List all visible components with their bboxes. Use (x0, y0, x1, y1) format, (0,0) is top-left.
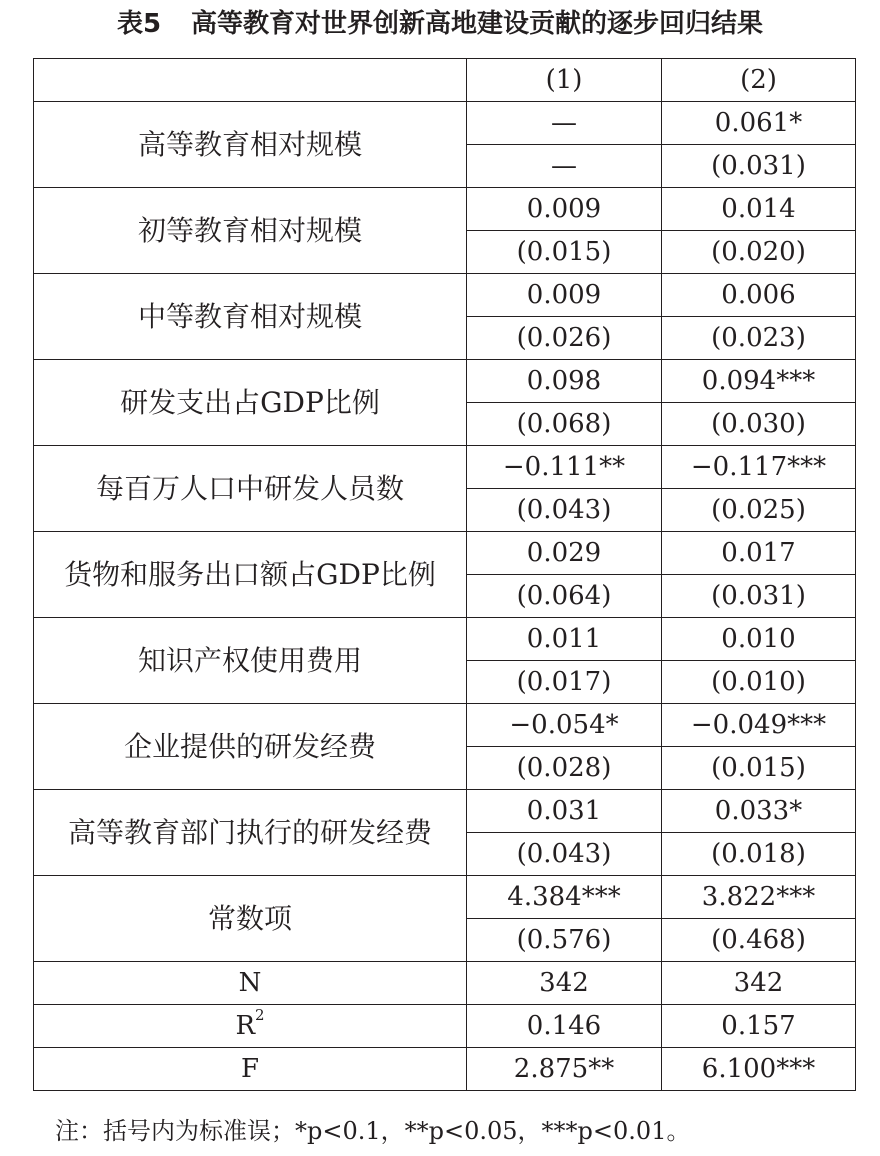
coefficient-row (34, 446, 856, 489)
table-title-text: 高等教育对世界创新高地建设贡献的逐步回归结果 (191, 9, 764, 39)
statistic-value: 6.100*** (662, 1048, 856, 1091)
coefficient-cell: 0.009 (467, 188, 662, 231)
coefficient-row (34, 704, 856, 747)
column-header: (2) (662, 59, 856, 102)
header-row (34, 59, 856, 102)
coefficient-row (34, 618, 856, 661)
coefficient-row (34, 102, 856, 145)
variable-name: 企业提供的研发经费 (34, 704, 467, 790)
standard-error-cell: (0.015) (467, 231, 662, 274)
standard-error-cell: (0.468) (662, 919, 856, 962)
statistic-label-text: F (240, 1054, 260, 1084)
coefficient-cell: 0.094*** (662, 360, 856, 403)
standard-error-cell: (0.043) (467, 833, 662, 876)
variable-name: 货物和服务出口额占GDP比例 (34, 532, 467, 618)
table-number: 表5 (116, 9, 162, 39)
coefficient-cell: −0.117*** (662, 446, 856, 489)
statistic-label-superscript: 2 (255, 1006, 265, 1025)
statistic-value: 342 (662, 962, 856, 1005)
coefficient-cell: 0.029 (467, 532, 662, 575)
coefficient-row (34, 532, 856, 575)
standard-error-cell: (0.023) (662, 317, 856, 360)
coefficient-cell: −0.049*** (662, 704, 856, 747)
standard-error-cell: (0.020) (662, 231, 856, 274)
variable-name: 研发支出占GDP比例 (34, 360, 467, 446)
standard-error-cell: (0.068) (467, 403, 662, 446)
coefficient-cell: 0.017 (662, 532, 856, 575)
coefficient-row (34, 274, 856, 317)
statistic-label (34, 962, 467, 1005)
coefficient-cell: 0.031 (467, 790, 662, 833)
standard-error-cell: (0.576) (467, 919, 662, 962)
statistic-value: 0.146 (467, 1005, 662, 1048)
coefficient-cell: 0.006 (662, 274, 856, 317)
variable-name: 高等教育相对规模 (34, 102, 467, 188)
standard-error-cell: (0.018) (662, 833, 856, 876)
coefficient-cell: 0.010 (662, 618, 856, 661)
statistic-row (34, 1005, 856, 1048)
variable-name: 中等教育相对规模 (34, 274, 467, 360)
coefficient-cell: 4.384*** (467, 876, 662, 919)
coefficient-cell: 0.014 (662, 188, 856, 231)
header-blank-cell (34, 59, 467, 102)
variable-name: 常数项 (34, 876, 467, 962)
statistic-row (34, 962, 856, 1005)
coefficient-row (34, 188, 856, 231)
coefficient-cell: −0.111** (467, 446, 662, 489)
standard-error-cell: (0.015) (662, 747, 856, 790)
standard-error-cell: (0.028) (467, 747, 662, 790)
coefficient-cell: 0.033* (662, 790, 856, 833)
statistic-label (34, 1048, 467, 1091)
variable-name: 知识产权使用费用 (34, 618, 467, 704)
coefficient-cell: 3.822*** (662, 876, 856, 919)
variable-name: 高等教育部门执行的研发经费 (34, 790, 467, 876)
table-note: 注：括号内为标准误；*p<0.1，**p<0.05，***p<0.01。 (55, 1117, 691, 1145)
regression-table (33, 58, 856, 1091)
coefficient-row (34, 360, 856, 403)
coefficient-cell: −0.054* (467, 704, 662, 747)
standard-error-cell: (0.031) (662, 575, 856, 618)
statistic-value: 2.875** (467, 1048, 662, 1091)
standard-error-cell: (0.043) (467, 489, 662, 532)
coefficient-cell: 0.061* (662, 102, 856, 145)
coefficient-row (34, 790, 856, 833)
standard-error-cell: (0.017) (467, 661, 662, 704)
coefficient-row (34, 876, 856, 919)
statistic-label (34, 1005, 467, 1048)
statistic-label-text: R (235, 1011, 256, 1041)
regression-table-body (34, 59, 856, 1091)
coefficient-cell: 0.098 (467, 360, 662, 403)
variable-name: 初等教育相对规模 (34, 188, 467, 274)
standard-error-cell: (0.010) (662, 661, 856, 704)
statistic-row (34, 1048, 856, 1091)
coefficient-cell: 0.009 (467, 274, 662, 317)
statistic-label-text: N (238, 968, 262, 998)
standard-error-cell: (0.025) (662, 489, 856, 532)
statistic-value: 342 (467, 962, 662, 1005)
statistic-value: 0.157 (662, 1005, 856, 1048)
column-header: (1) (467, 59, 662, 102)
variable-name: 每百万人口中研发人员数 (34, 446, 467, 532)
table-title (0, 6, 880, 42)
standard-error-cell: — (467, 145, 662, 188)
standard-error-cell: (0.026) (467, 317, 662, 360)
standard-error-cell: (0.064) (467, 575, 662, 618)
standard-error-cell: (0.030) (662, 403, 856, 446)
standard-error-cell: (0.031) (662, 145, 856, 188)
coefficient-cell: 0.011 (467, 618, 662, 661)
coefficient-cell: — (467, 102, 662, 145)
